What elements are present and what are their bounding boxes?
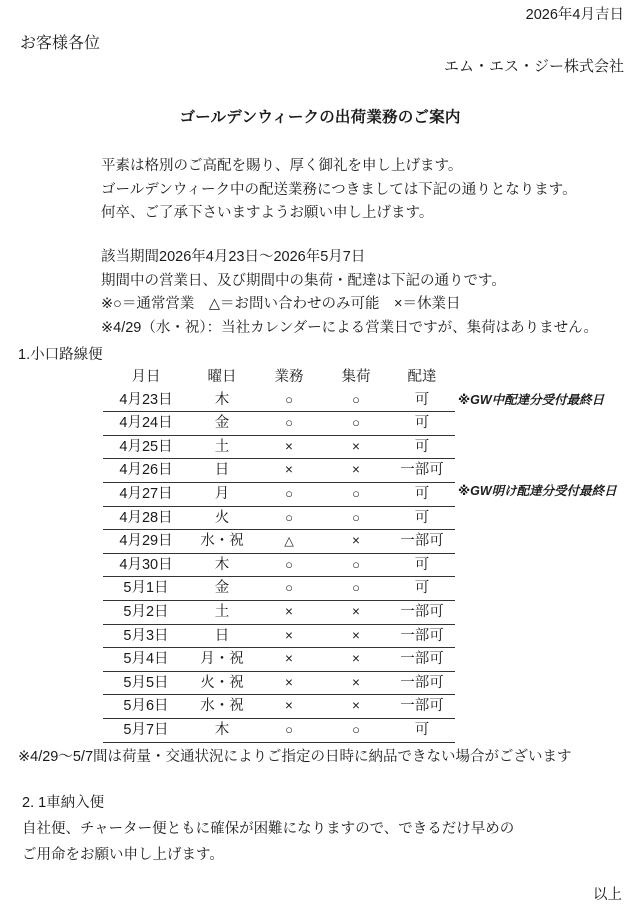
cell-delivery: 可 (389, 577, 455, 601)
cell-dayofweek: 土 (189, 600, 255, 624)
cell-dayofweek: 金 (189, 412, 255, 436)
cell-delivery: 一部可 (389, 459, 455, 483)
intro-line: ゴールデンウィーク中の配送業務につきましては下記の通りとなります。 (101, 181, 577, 198)
cell-dayofweek: 水・祝 (189, 695, 255, 719)
cell-date: 5月5日 (103, 671, 189, 695)
cell-operation: ○ (255, 718, 323, 742)
closing-mark: 以上 (593, 887, 622, 903)
cell-delivery: 一部可 (389, 624, 455, 648)
cell-pickup: ○ (323, 553, 389, 577)
cell-pickup: ○ (323, 412, 389, 436)
cell-delivery: 可 (389, 435, 455, 459)
company-name: エム・エス・ジー株式会社 (443, 58, 624, 75)
period-range-line: 該当期間2026年4月23日〜2026年5月7日 (101, 249, 366, 265)
cell-dayofweek: 金 (189, 577, 255, 601)
holiday-note-line: ※4/29（水・祝）：当社カレンダーによる営業日ですが、集荷はありません。 (101, 319, 599, 336)
cell-operation: ○ (255, 482, 323, 506)
cell-pickup: × (323, 435, 389, 459)
schedule-table-wrapper (103, 366, 455, 743)
table-row (103, 577, 455, 601)
cell-delivery: 一部可 (389, 600, 455, 624)
section-2-line: ご用命をお願い申し上げます。 (22, 847, 224, 863)
table-row (103, 718, 455, 742)
annotation-gw-last-acceptance: ※GW中配達分受付最終日 (458, 393, 605, 407)
column-header-delivery: 配達 (407, 369, 437, 385)
cell-pickup: × (323, 695, 389, 719)
cell-delivery: 可 (389, 718, 455, 742)
cell-delivery: 可 (389, 412, 455, 436)
section-2-heading: 2. 1車納入便 (22, 795, 105, 811)
section-1-heading: 1.小口路線便 (18, 347, 103, 363)
cell-dayofweek: 月 (189, 482, 255, 506)
cell-date: 4月29日 (103, 530, 189, 554)
cell-delivery: 一部可 (389, 671, 455, 695)
schedule-table-note: ※4/29〜5/7間は荷量・交通状況によりご指定の日時に納品できない場合がございます (18, 749, 572, 765)
cell-dayofweek: 火 (189, 506, 255, 530)
annotation-post-gw-last-acceptance: ※GW明け配達分受付最終日 (458, 484, 617, 498)
cell-delivery: 一部可 (389, 695, 455, 719)
cell-delivery: 一部可 (389, 648, 455, 672)
cell-dayofweek: 火・祝 (189, 671, 255, 695)
table-row (103, 506, 455, 530)
table-row (103, 648, 455, 672)
table-header-row (103, 366, 455, 389)
intro-line: 平素は格別のご高配を賜り、厚く御礼を申し上げます。 (101, 158, 463, 174)
cell-operation: × (255, 435, 323, 459)
cell-dayofweek: 木 (214, 391, 230, 408)
table-row (103, 624, 455, 648)
table-row (103, 482, 455, 506)
cell-delivery: 可 (389, 553, 455, 577)
table-row (103, 530, 455, 554)
period-description-line: 期間中の営業日、及び期間中の集荷・配達は下記の通りです。 (101, 272, 506, 289)
table-row (103, 412, 455, 436)
cell-date: 5月3日 (103, 624, 189, 648)
table-row (103, 389, 455, 412)
cell-dayofweek: 木 (189, 553, 255, 577)
cell-operation: × (255, 648, 323, 672)
table-body (103, 389, 455, 742)
table-row (103, 600, 455, 624)
cell-dayofweek: 水・祝 (189, 530, 255, 554)
cell-pickup: ○ (323, 718, 389, 742)
column-header-pickup: 集荷 (341, 369, 371, 385)
period-paragraph (101, 246, 598, 340)
cell-dayofweek: 土 (189, 435, 255, 459)
table-row (103, 435, 455, 459)
cell-date: 4月28日 (103, 506, 189, 530)
cell-operation: ○ (255, 506, 323, 530)
cell-operation: ○ (255, 553, 323, 577)
cell-pickup: × (323, 648, 389, 672)
table-row (103, 695, 455, 719)
section-2-block (22, 790, 514, 868)
cell-delivery: 可 (389, 506, 455, 530)
addressee-line: お客様各位 (20, 35, 101, 52)
table-row (103, 671, 455, 695)
cell-date: 4月30日 (103, 553, 189, 577)
cell-operation: × (255, 671, 323, 695)
intro-line: 何卒、ご了承下さいますようお願い申し上げます。 (101, 205, 434, 221)
cell-date: 4月26日 (103, 459, 189, 483)
cell-operation: ○ (255, 412, 323, 436)
table-row (103, 553, 455, 577)
cell-date: 4月27日 (103, 482, 189, 506)
cell-date: 4月24日 (103, 412, 189, 436)
cell-delivery: 可 (389, 482, 455, 506)
section-2-line: 自社便、チャーター便ともに確保が困難になりますので、できるだけ早めの (22, 821, 515, 837)
column-header-date: 月日 (131, 369, 161, 385)
document-date: 2026年4月吉日 (525, 7, 624, 23)
cell-pickup: × (323, 600, 389, 624)
cell-date: 5月2日 (103, 600, 189, 624)
intro-paragraph (101, 155, 577, 226)
cell-operation: ○ (285, 391, 293, 407)
table-head (103, 366, 455, 389)
cell-dayofweek: 月・祝 (189, 648, 255, 672)
cell-pickup: ○ (323, 506, 389, 530)
document-title: ゴールデンウィークの出荷業務のご案内 (179, 109, 461, 126)
cell-operation: × (255, 600, 323, 624)
legend-line: ※○＝通常営業 △＝お問い合わせのみ可能 ×＝休業日 (101, 296, 461, 312)
cell-date: 5月4日 (103, 648, 189, 672)
cell-pickup: ○ (352, 391, 360, 407)
cell-pickup: ○ (323, 577, 389, 601)
cell-pickup: ○ (323, 482, 389, 506)
cell-date: 4月25日 (103, 435, 189, 459)
cell-pickup: × (323, 459, 389, 483)
cell-operation: ○ (255, 577, 323, 601)
cell-date: 5月6日 (103, 695, 189, 719)
cell-dayofweek: 日 (189, 624, 255, 648)
cell-operation: × (255, 695, 323, 719)
cell-date: 5月1日 (103, 577, 189, 601)
cell-date: 5月7日 (103, 718, 189, 742)
column-header-dayofweek: 曜日 (207, 369, 237, 385)
cell-dayofweek: 木 (189, 718, 255, 742)
cell-pickup: × (323, 624, 389, 648)
cell-delivery: 可 (414, 391, 430, 408)
cell-delivery: 一部可 (389, 530, 455, 554)
cell-pickup: × (323, 530, 389, 554)
cell-operation: × (255, 459, 323, 483)
cell-pickup: × (323, 671, 389, 695)
schedule-table (103, 366, 455, 743)
column-header-operation: 業務 (274, 369, 304, 385)
cell-operation: × (255, 624, 323, 648)
cell-dayofweek: 日 (189, 459, 255, 483)
table-row (103, 459, 455, 483)
cell-operation: △ (255, 530, 323, 554)
cell-date: 4月23日 (119, 391, 173, 408)
